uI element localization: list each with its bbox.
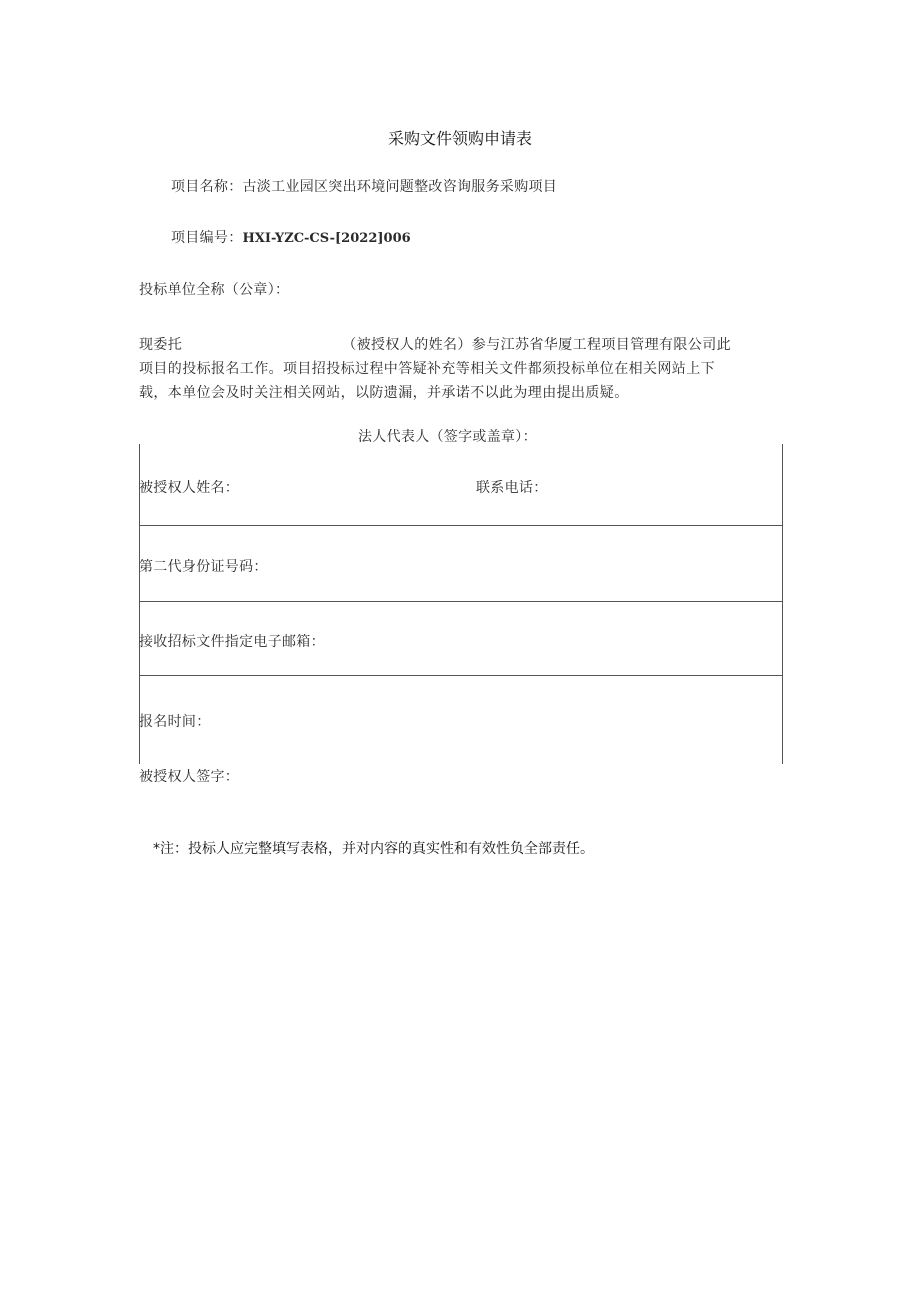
form-row-divider [139,675,783,676]
bidder-label: 投标单位全称（公章）： [139,282,290,298]
authorization-prefix: 现委托 [139,337,183,353]
form-right-border [782,444,783,764]
phone-label: 联系电话： [476,480,548,496]
signature-label: 被授权人签字： [139,769,240,785]
project-number-label: 项目编号： [171,230,243,246]
id-number-label: 第二代身份证号码： [139,559,268,575]
authorized-name-field[interactable] [240,470,460,500]
authorization-line-1 [139,334,731,354]
form-row-divider [139,525,783,526]
project-name-label: 项目名称： [171,179,243,195]
authorization-line-2: 项目的投标报名工作。项目招投标过程中答疑补充等相关文件都须投标单位在相关网站上下 [139,361,715,377]
authorization-line-3: 载，本单位会及时关注相关网站，以防遗漏，并承诺不以此为理由提出质疑。 [139,385,629,401]
authorization-suffix: （被授权人的姓名）参与江苏省华厦工程项目管理有限公司此 [342,337,732,353]
authorized-name-label: 被授权人姓名： [139,480,240,496]
page-title: 采购文件领购申请表 [387,129,532,148]
project-name-row [171,176,557,196]
email-label: 接收招标文件指定电子邮箱： [139,634,325,650]
registration-time-label: 报名时间： [139,714,211,730]
phone-field[interactable] [548,470,768,500]
footer-note: *注：投标人应完整填写表格，并对内容的真实性和有效性负全部责任。 [153,841,594,857]
project-number-row [171,227,411,247]
legal-rep-label: 法人代表人（签字或盖章）： [358,429,537,445]
form-row-divider [139,601,783,602]
email-field[interactable] [330,624,770,654]
registration-time-field[interactable] [212,704,762,734]
project-name-value: 古淡工业园区突出环境问题整改咨询服务采购项目 [242,179,558,195]
id-number-field[interactable] [272,549,762,579]
project-number-value: HXI-YZC-CS-[2022]006 [242,231,411,246]
